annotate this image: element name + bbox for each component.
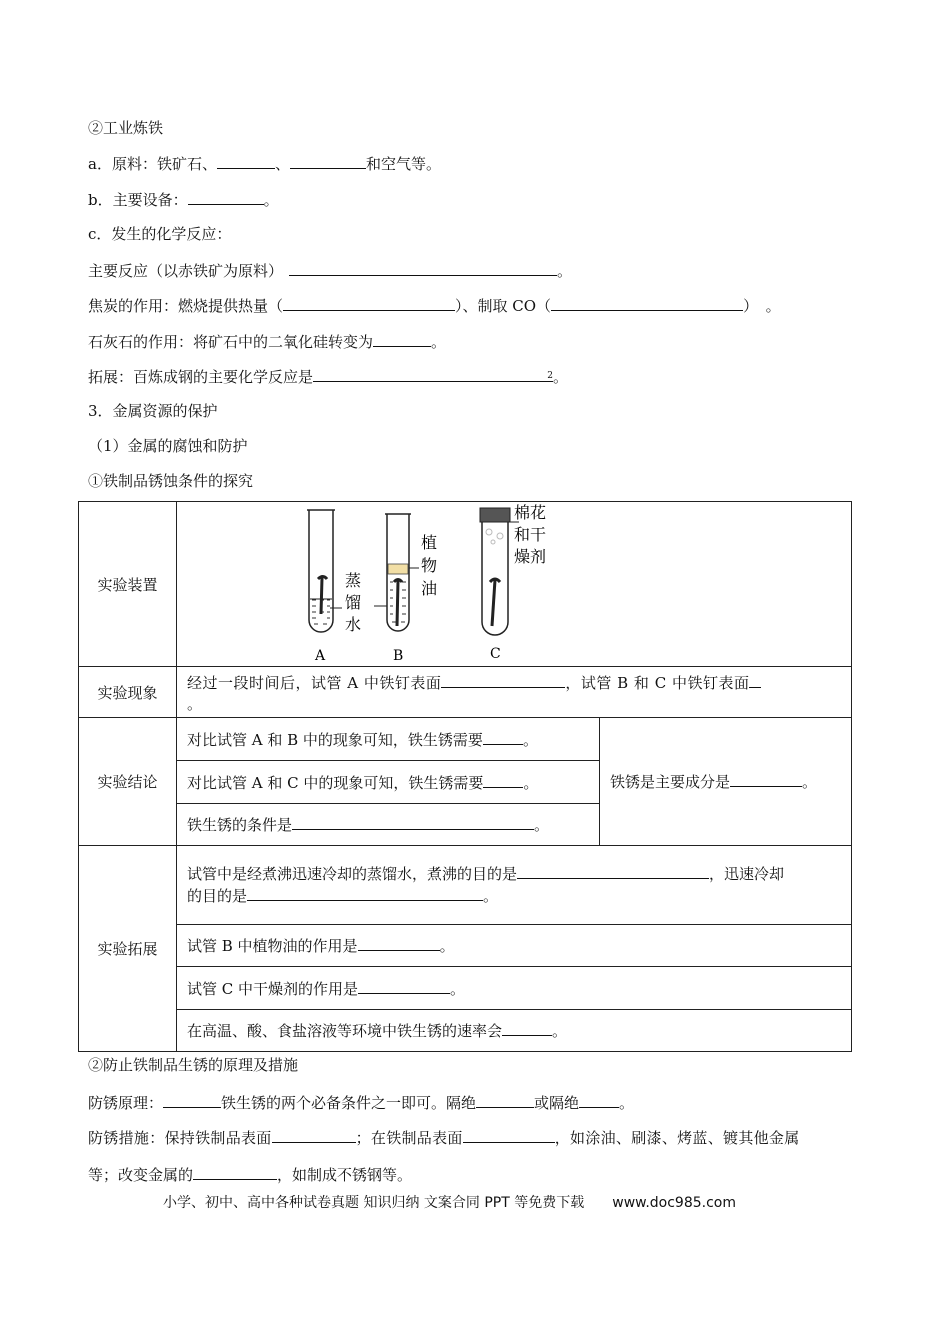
extension-row-3 — [79, 967, 852, 1010]
water-label-1: 蒸 — [345, 571, 362, 590]
footer-url[interactable]: www.doc985.com — [612, 1195, 736, 1211]
water-label-3: 水 — [345, 615, 362, 634]
extension-2-cell — [177, 925, 852, 967]
answer-blank[interactable] — [289, 260, 557, 276]
extension-4-text: 在高温、酸、食盐溶液等环境中铁生锈的速率会 — [187, 1022, 503, 1040]
tube-b-label: B — [393, 648, 404, 664]
phenomenon-mid: ，试管 B 和 C 中铁钉表面 — [565, 673, 750, 692]
conclusion-1-text: 对比试管 A 和 B 中的现象可知，铁生锈需要 — [187, 730, 483, 749]
limestone-prefix: 石灰石的作用：将矿石中的二氧化硅转变为 — [88, 333, 374, 351]
equipment-prefix: b．主要设备： — [88, 191, 188, 209]
main-reaction-prefix: 主要反应（以赤铁矿为原料） — [88, 262, 284, 280]
prevent-title: ②防止铁制品生锈的原理及措施 — [88, 1056, 299, 1074]
footer-text: 小学、初中、高中各种试卷真题 知识归纳 文案合同 PPT 等免费下载 — [163, 1195, 585, 1211]
conclusion-1-cell — [177, 718, 600, 761]
oil-label-3: 油 — [421, 579, 438, 598]
conclusion-2-cell — [177, 761, 600, 804]
coke-line — [88, 295, 781, 316]
phenomenon-cell — [177, 667, 852, 718]
answer-blank[interactable] — [551, 295, 743, 311]
principle-mid: 铁生锈的两个必备条件之一即可。隔绝 — [221, 1094, 477, 1112]
water-label-2: 馏 — [345, 593, 362, 612]
limestone-line — [88, 331, 446, 352]
answer-blank[interactable] — [483, 772, 523, 788]
answer-blank[interactable] — [358, 978, 450, 994]
main-reaction-suffix: 。 — [557, 262, 573, 280]
tube-a — [307, 510, 361, 664]
measure-line-2 — [88, 1164, 412, 1185]
extension-3-cell — [177, 967, 852, 1010]
extension-3-text: 试管 C 中干燥剂的作用是 — [187, 979, 359, 998]
answer-blank[interactable] — [283, 295, 455, 311]
extension-prefix: 拓展：百炼成钢的主要化学反应是 — [88, 368, 314, 386]
answer-blank[interactable] — [292, 814, 534, 830]
raw-materials-suffix: 和空气等。 — [365, 155, 441, 173]
experiment-table — [78, 501, 852, 1052]
answer-blank[interactable] — [358, 935, 440, 951]
period: 。 — [522, 730, 538, 749]
extension-row-2 — [79, 925, 852, 967]
conclusion-3-text: 铁生锈的条件是 — [187, 816, 293, 834]
answer-blank[interactable] — [502, 1020, 552, 1036]
extension-line — [88, 366, 568, 387]
oil-label-1: 植 — [421, 533, 438, 552]
tube-b — [374, 514, 437, 664]
measure-line — [88, 1127, 800, 1148]
tube-c — [480, 503, 546, 662]
raw-materials-line — [88, 153, 441, 174]
answer-blank[interactable] — [290, 153, 366, 169]
extension-1a: 试管中是经煮沸迅速冷却的蒸馏水，煮沸的目的是 — [187, 865, 518, 883]
coke-suffix: ） 。 — [743, 297, 781, 315]
period: 。 — [483, 887, 499, 905]
equipment-line — [88, 189, 279, 210]
answer-blank[interactable] — [163, 1092, 221, 1108]
period: 。 — [534, 816, 550, 834]
answer-blank[interactable] — [730, 771, 802, 787]
coke-mid: ）、制取 CO（ — [455, 297, 552, 315]
answer-blank[interactable] — [193, 1164, 277, 1180]
cotton-label-1: 棉花 — [514, 503, 547, 522]
tube-c-label: C — [490, 646, 501, 662]
answer-blank[interactable] — [373, 331, 431, 347]
corrosion-subtitle: （1）金属的腐蚀和防护 — [88, 437, 248, 455]
measure2-prefix: 等；改变金属的 — [88, 1166, 194, 1184]
conclusion-2-text: 对比试管 A 和 C 中的现象可知，铁生锈需要 — [187, 773, 484, 792]
phenomenon-label: 实验现象 — [79, 667, 177, 718]
rust-main-text: 铁锈是主要成分是 — [610, 773, 731, 791]
main-reaction-line — [88, 260, 572, 281]
principle-prefix: 防锈原理： — [88, 1094, 164, 1112]
period: 。 — [523, 773, 539, 792]
answer-blank[interactable] — [313, 366, 553, 382]
measure-mid: ；在铁制品表面 — [355, 1129, 463, 1147]
answer-blank[interactable] — [476, 1092, 534, 1108]
answer-blank[interactable] — [217, 153, 275, 169]
measure-end: ，如涂油、刷漆、烤蓝、镀其他金属 — [554, 1129, 800, 1147]
extension-label: 实验拓展 — [79, 846, 177, 1052]
period: 。 — [450, 979, 466, 998]
raw-materials-sep: 、 — [274, 155, 290, 173]
answer-blank[interactable] — [517, 863, 709, 879]
extension-suffix: 。 — [553, 368, 569, 386]
test-tube-figure — [297, 502, 697, 666]
footer — [163, 1192, 736, 1212]
cotton-label-2: 和干 — [514, 525, 547, 544]
cotton-plug — [480, 508, 510, 522]
period: 。 — [802, 773, 818, 791]
principle-line — [88, 1092, 634, 1113]
principle-or: 或隔绝 — [534, 1094, 580, 1112]
extension-4-cell — [177, 1010, 852, 1052]
limestone-suffix: 。 — [431, 333, 447, 351]
section3-title: 3．金属资源的保护 — [88, 402, 218, 420]
phenomenon-row — [79, 667, 852, 718]
oil-label-2: 物 — [421, 556, 438, 575]
answer-blank[interactable] — [579, 1092, 619, 1108]
device-row — [79, 502, 852, 667]
subscript-2: 2 — [547, 371, 554, 381]
rust-main-cell — [600, 718, 852, 846]
industrial-title: ②工业炼铁 — [88, 119, 164, 137]
device-label: 实验装置 — [79, 502, 177, 667]
extension-1c: 的目的是 — [187, 887, 248, 905]
conclusion-row-1 — [79, 718, 852, 761]
answer-blank[interactable] — [441, 672, 565, 688]
reaction-heading: c．发生的化学反应： — [88, 225, 232, 243]
extension-row-4 — [79, 1010, 852, 1052]
conclusion-3-cell — [177, 804, 600, 846]
explore-title: ①铁制品锈蚀条件的探究 — [88, 472, 254, 490]
answer-blank[interactable] — [188, 189, 264, 205]
measure2-end: ，如制成不锈钢等。 — [277, 1166, 413, 1184]
period: 。 — [439, 937, 455, 955]
measure-prefix: 防锈措施：保持铁制品表面 — [88, 1129, 272, 1147]
extension-1-cell — [177, 846, 852, 925]
device-figure-cell — [177, 502, 852, 667]
principle-end: 。 — [619, 1094, 635, 1112]
tube-a-label: A — [315, 648, 326, 664]
equipment-suffix: 。 — [263, 191, 279, 209]
extension-2-text: 试管 B 中植物油的作用是 — [187, 937, 358, 955]
answer-blank[interactable] — [463, 1127, 555, 1143]
answer-blank[interactable] — [247, 885, 483, 901]
extension-row-1 — [79, 846, 852, 925]
phenomenon-end: 。 — [187, 694, 203, 713]
cotton-label-3: 燥剂 — [514, 547, 547, 566]
extension-1b: ，迅速冷却 — [709, 865, 785, 883]
answer-blank[interactable] — [483, 729, 523, 745]
period: 。 — [552, 1022, 568, 1040]
raw-materials-prefix: a．原料：铁矿石、 — [88, 155, 217, 173]
conclusion-label: 实验结论 — [79, 718, 177, 846]
answer-blank[interactable] — [749, 672, 761, 688]
oil-layer — [388, 564, 408, 574]
phenomenon-text: 经过一段时间后，试管 A 中铁钉表面 — [187, 673, 442, 692]
answer-blank[interactable] — [272, 1127, 356, 1143]
coke-prefix: 焦炭的作用：燃烧提供热量（ — [88, 297, 284, 315]
